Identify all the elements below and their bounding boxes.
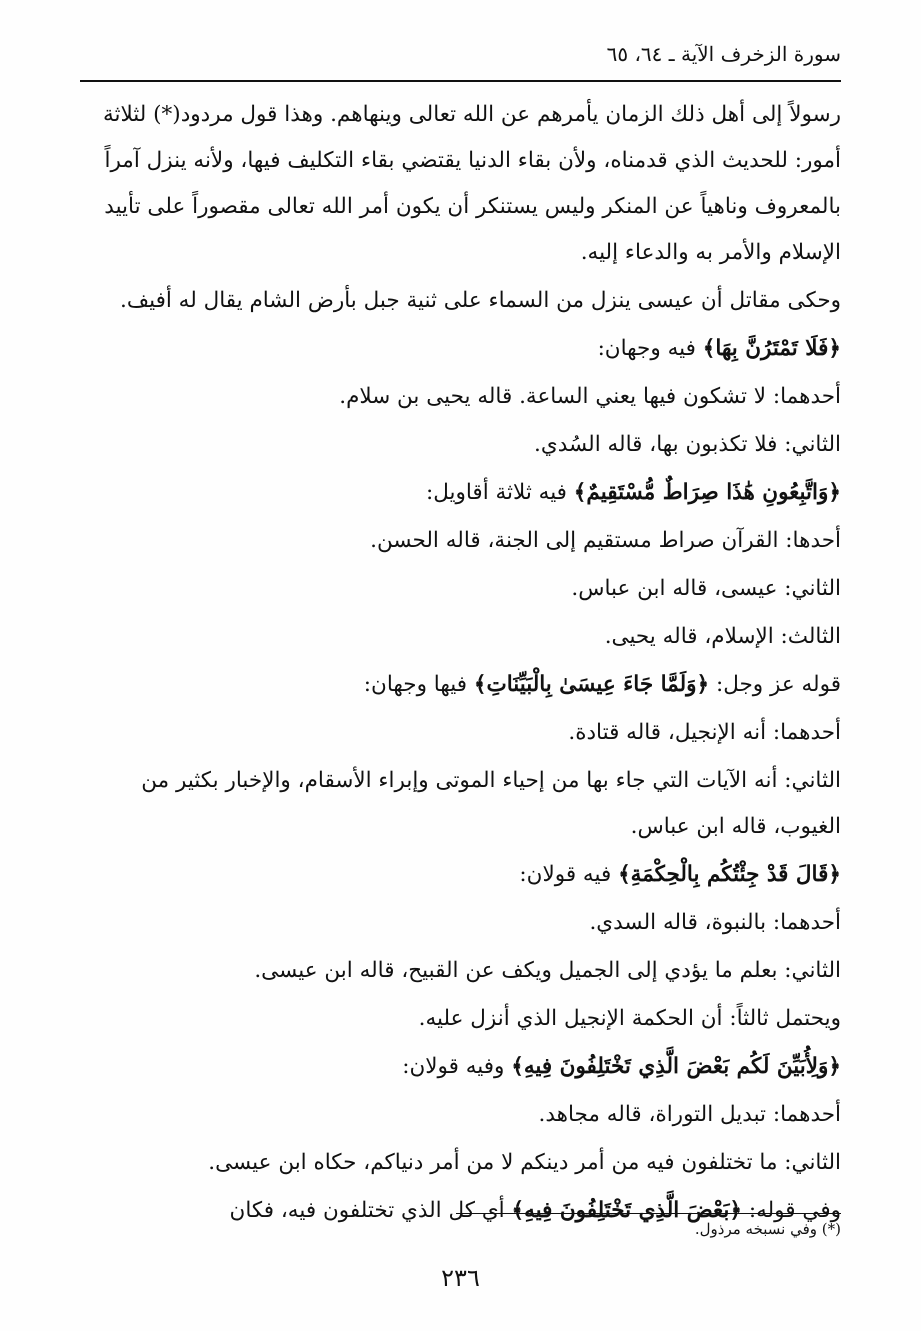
footnote-rule [456,1213,841,1214]
paragraph-15: الثاني: بعلم ما يؤدي إلى الجميل ويكف عن القبيح، قاله ابن عيسى. [254,958,841,983]
paragraph-12: الثاني: أنه الآيات التي جاء بها من إحياء الموتى وإبراء الأسقام، والإخبار بكثير من الغيوب، قاله ابن عباس. [141,768,841,839]
ornate-bracket-close: ﴾ [511,1054,524,1079]
ornate-bracket-close: ﴾ [573,480,587,505]
quran-verse: وَلِأُبَيِّنَ لَكُم بَعْضَ الَّذِي تَخْتَلِفُونَ فِيهِ [523,1054,829,1079]
running-header: سورة الزخرف الآية ـ ٦٤، ٦٥ [606,42,841,66]
verse-commentary: فيه وجهان: [597,336,703,361]
verse-paragraph-3 [80,326,841,372]
header-rule [80,80,841,82]
paragraph-16: ويحتمل ثالثاً: أن الحكمة الإنجيل الذي أنزل عليه. [418,1006,841,1031]
paragraph-8: الثاني: عيسى، قاله ابن عباس. [571,576,841,601]
ornate-bracket-open: ﴿ [828,336,841,361]
quran-verse: فَلَا تَمْتَرُنَّ بِهَا [715,336,829,361]
paragraph-14: أحدهما: بالنبوة، قاله السدي. [589,910,841,935]
ornate-bracket-close: ﴾ [618,862,631,887]
paragraph-7: أحدها: القرآن صراط مستقيم إلى الجنة، قاله الحسن. [370,528,841,553]
ornate-bracket-open: ﴿ [828,862,841,887]
quran-verse: بَعْضَ الَّذِي تَخْتَلِفُونَ فِيهِ [524,1198,730,1223]
paragraph-5: الثاني: فلا تكذبون بها، قاله السُدي. [534,432,841,457]
verse-commentary: فيه ثلاثة أقاويل: [425,480,574,505]
main-text [80,92,841,1234]
paragraph-9: الثالث: الإسلام، قاله يحيى. [604,624,841,649]
verse-intro: وفي قوله: [742,1198,841,1223]
verse-intro: قوله عز وجل: [709,672,841,697]
verse-commentary: فيه قولان: [519,862,619,887]
verse-paragraph-17 [80,1044,841,1090]
verse-paragraph-6 [80,470,841,516]
paragraph-11: أحدهما: أنه الإنجيل، قاله قتادة. [568,720,841,745]
verse-paragraph-10 [80,662,841,708]
ornate-bracket-close: ﴾ [473,672,487,697]
ornate-bracket-open: ﴿ [828,480,841,505]
ornate-bracket-close: ﴾ [511,1198,525,1223]
ornate-bracket-open: ﴿ [729,1198,743,1223]
paragraph-1: رسولاً إلى أهل ذلك الزمان يأمرهم عن الله تعالى وينهاهم. وهذا قول مردود(*) لثلاثة أمور: للحديث الذي قدمناه، ولأن بقاء الدنيا يقتضي بقاء التكليف فيها، ولأنه ينزل آمراً بالمعروف وناهياً عن المنكر وليس يستنكر أن يكون أمر الله تعالى مقصوراً على تأييد الإسلام والأمر به والدعاء إليه. [102,102,841,265]
ornate-bracket-open: ﴿ [696,672,710,697]
page-number: ٢٣٦ [441,1264,480,1292]
quran-verse: وَاتَّبِعُونِ هَٰذَا صِرَاطٌ مُّسْتَقِيمٌ [586,480,829,505]
quran-verse: قَالَ قَدْ جِئْتُكُم بِالْحِكْمَةِ [630,862,829,887]
quran-verse: وَلَمَّا جَاءَ عِيسَىٰ بِالْبَيِّنَاتِ [486,672,697,697]
verse-paragraph-13 [80,852,841,898]
footnote: (*) وفي نسبخه مرذول. [694,1220,841,1238]
paragraph-2: وحكى مقاتل أن عيسى ينزل من السماء على ثنية جبل بأرض الشام يقال له أفيف. [120,288,841,313]
paragraph-18: أحدهما: تبديل التوراة، قاله مجاهد. [538,1102,841,1127]
verse-commentary: وفيه قولان: [402,1054,512,1079]
paragraph-19: الثاني: ما تختلفون فيه من أمر دينكم لا من أمر دنياكم، حكاه ابن عيسى. [208,1150,841,1175]
verse-commentary: فيها وجهان: [363,672,474,697]
paragraph-4: أحدهما: لا تشكون فيها يعني الساعة. قاله يحيى بن سلام. [339,384,841,409]
ornate-bracket-close: ﴾ [702,336,716,361]
ornate-bracket-open: ﴿ [828,1054,841,1079]
verse-commentary: أي كل الذي تختلفون فيه، فكان [229,1198,512,1223]
